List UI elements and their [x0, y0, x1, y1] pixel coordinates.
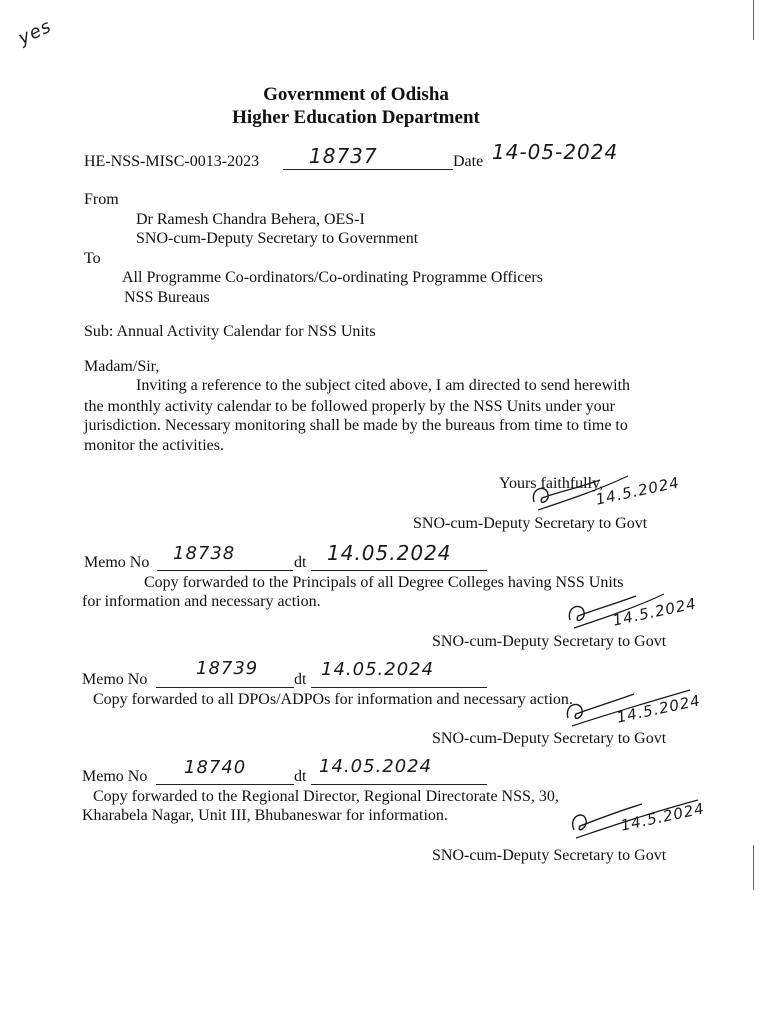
memo-line: Kharabela Nagar, Unit III, Bhubaneswar for information.	[82, 807, 448, 824]
corner-note: yes	[15, 15, 55, 50]
memo-line: for information and necessary action.	[82, 593, 321, 610]
closing: Yours faithfully,	[499, 475, 604, 492]
signature-date: 14.5.2024	[619, 799, 707, 835]
signature-date: 14.5.2024	[611, 594, 699, 630]
memo-label: Memo No	[84, 554, 150, 571]
signatory: SNO-cum-Deputy Secretary to Govt	[432, 730, 667, 747]
memo-date-handwritten: 14.05.2024	[327, 541, 452, 565]
memo-line: Copy forwarded to the Regional Director, Regional Directorate NSS, 30,	[93, 788, 559, 805]
memo-number-handwritten: 18738	[173, 543, 236, 564]
memo-number-handwritten: 18740	[184, 757, 247, 778]
memo-number-field	[157, 543, 293, 571]
body-line: the monthly activity calendar to be followed properly by the NSS Units under your	[84, 398, 615, 415]
signatory: SNO-cum-Deputy Secretary to Govt	[432, 847, 667, 864]
scan-edge	[753, 845, 754, 890]
date-handwritten: 14-05-2024	[492, 140, 619, 164]
memo-label: Memo No	[82, 671, 148, 688]
memo-label: Memo No	[82, 768, 148, 785]
from-name: Dr Ramesh Chandra Behera, OES-I	[136, 211, 365, 228]
header-title-1: Government of Odisha	[263, 84, 449, 105]
memo-number-handwritten: 18739	[196, 658, 259, 679]
memo-date-handwritten: 14.05.2024	[319, 756, 433, 777]
signature-date: 14.5.2024	[615, 691, 703, 727]
salutation: Madam/Sir,	[84, 358, 160, 375]
signatory: SNO-cum-Deputy Secretary to Govt	[413, 515, 648, 532]
memo-dt-label: dt	[294, 768, 307, 785]
memo-date-field	[311, 541, 487, 571]
body-line: Inviting a reference to the subject cited above, I am directed to send herewith	[136, 377, 631, 394]
from-designation: SNO-cum-Deputy Secretary to Government	[136, 230, 419, 247]
memo-date-field	[311, 756, 487, 785]
memo-date-handwritten: 14.05.2024	[321, 659, 435, 680]
header-title-2: Higher Education Department	[232, 107, 480, 128]
memo-dt-label: dt	[294, 554, 307, 571]
letter-number-field	[283, 144, 453, 170]
memo-number-field	[156, 757, 294, 785]
scan-edge	[753, 0, 754, 40]
to-line-1: All Programme Co-ordinators/Co-ordinating Programme Officers	[122, 269, 543, 286]
to-label: To	[84, 250, 101, 267]
memo-dt-label: dt	[294, 671, 307, 688]
body-line: jurisdiction. Necessary monitoring shall be made by the bureaus from time to time to	[84, 417, 628, 434]
memo-date-field	[311, 659, 487, 688]
memo-number-field	[156, 658, 294, 688]
subject: Sub: Annual Activity Calendar for NSS Units	[84, 323, 376, 340]
signature-date: 14.5.2024	[594, 473, 682, 509]
signatory: SNO-cum-Deputy Secretary to Govt	[432, 633, 667, 650]
body-line: monitor the activities.	[84, 437, 224, 454]
memo-line: Copy forwarded to all DPOs/ADPOs for information and necessary action.	[93, 691, 573, 708]
to-line-2: NSS Bureaus	[124, 289, 210, 306]
letter-number-prefix: HE-NSS-MISC-0013-2023	[84, 153, 260, 170]
letter-number-handwritten: 18737	[309, 144, 378, 168]
from-label: From	[84, 191, 119, 208]
memo-line: Copy forwarded to the Principals of all Degree Colleges having NSS Units	[144, 574, 624, 591]
date-label: Date	[453, 153, 484, 170]
